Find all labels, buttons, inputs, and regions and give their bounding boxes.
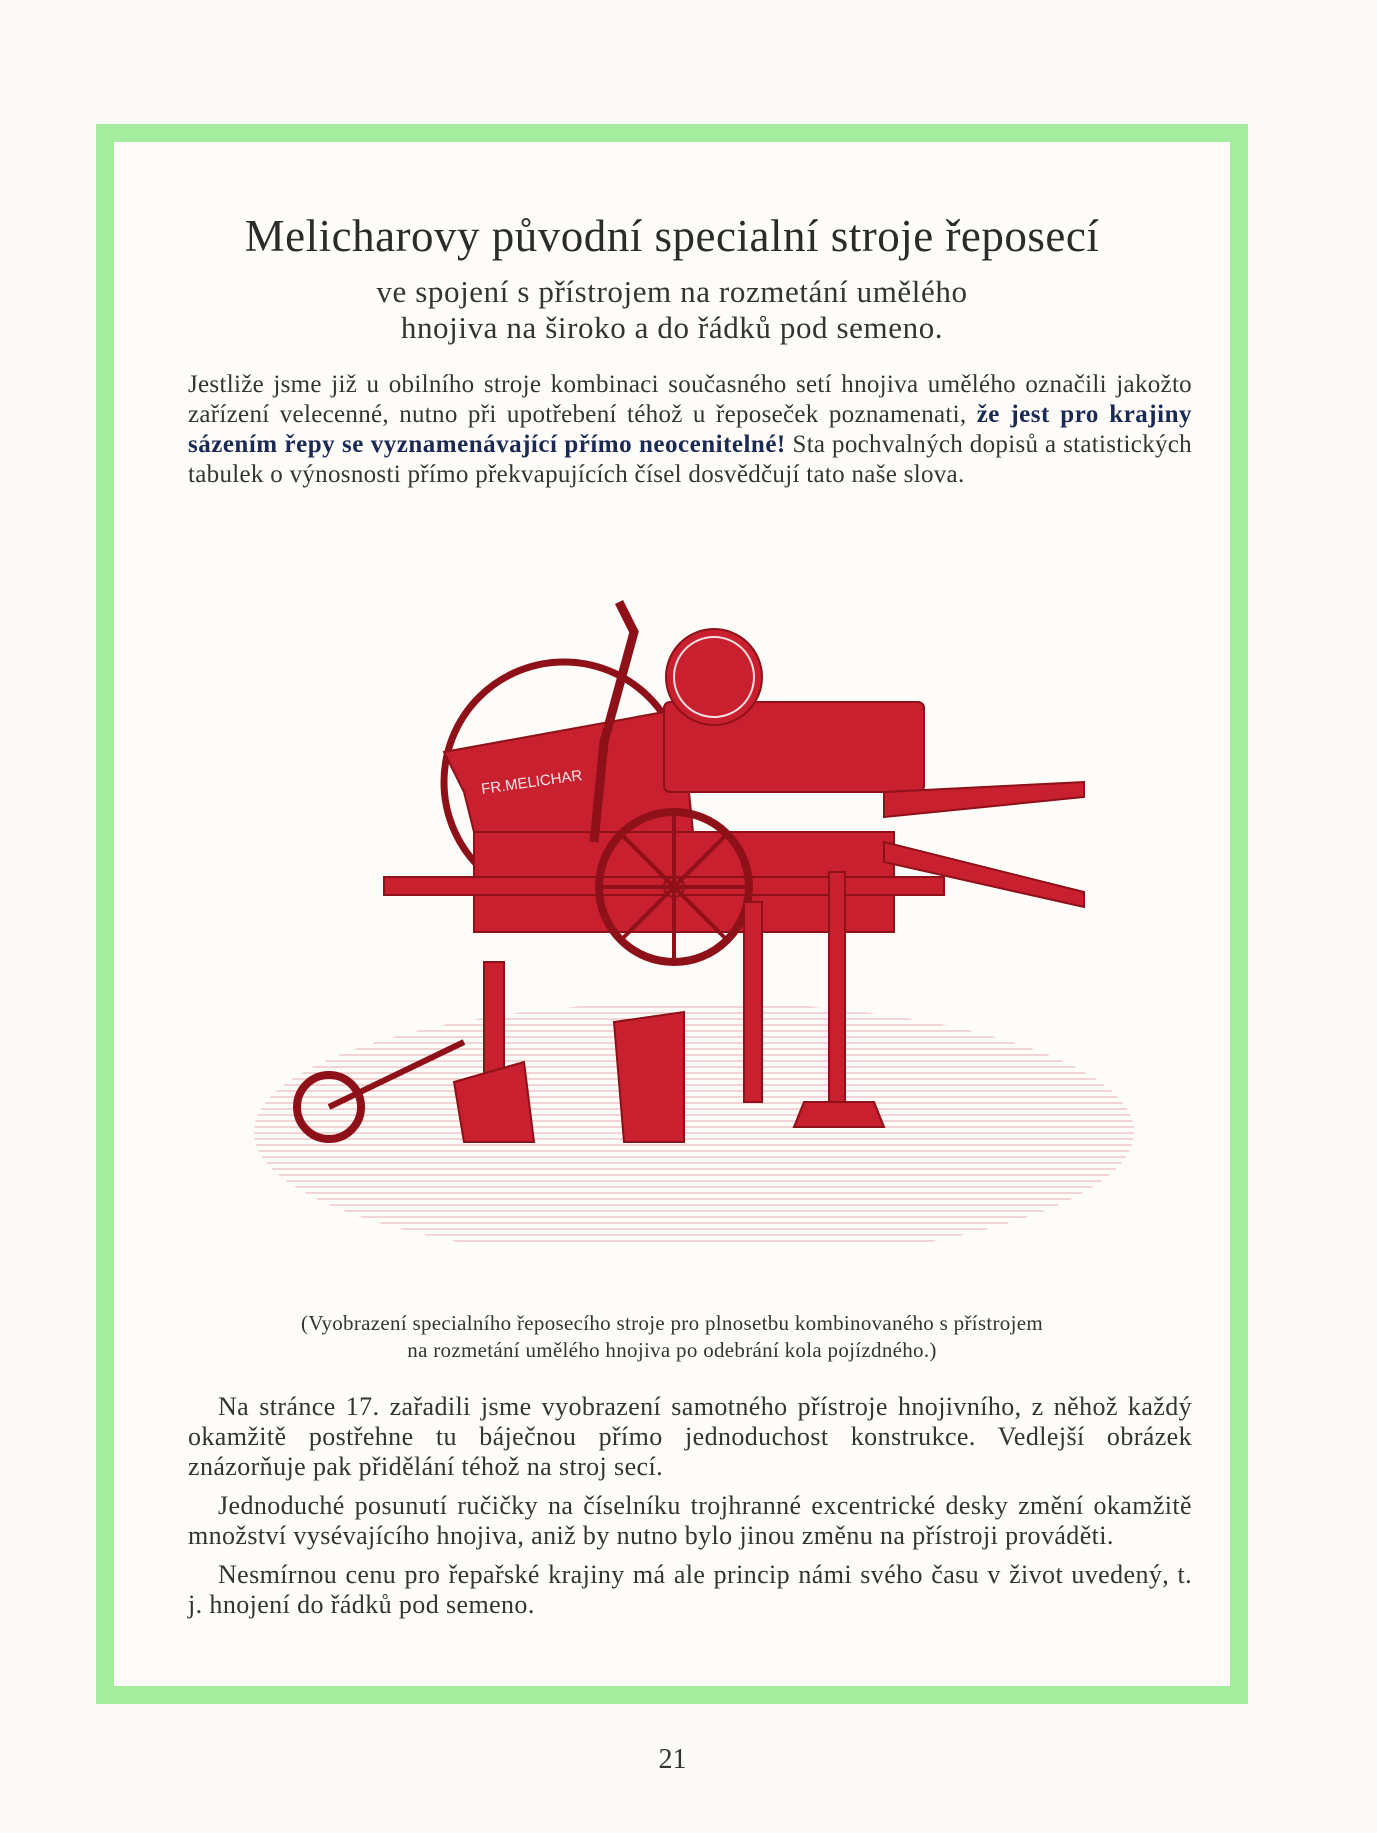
subtitle-line-2: hnojiva na široko a do řádků pod semeno. <box>400 310 944 345</box>
page-subtitle <box>114 274 1230 346</box>
machine-brand-label: FR.MELICHAR <box>480 766 584 798</box>
page-number: 21 <box>658 1744 687 1775</box>
paragraph-3: Nesmírnou cenu pro řepařské krajiny má ale princip námi svého času v život uvedený, t. j. hnojení do řádků pod semeno. <box>188 1560 1192 1619</box>
paragraph-1: Na stránce 17. zařadili jsme vyobrazení samotného přístroje hnojivního, z něhož každý okamžitě postřehne tu báječnou přímo jednoduchost konstrukce. Vedlejší obrázek znázorňuje pak přidělání téhož na stroj secí. <box>188 1392 1192 1481</box>
page-border-frame <box>96 124 1248 1704</box>
body-text <box>188 1392 1192 1629</box>
subtitle-line-1: ve spojení s přístrojem na rozmetání umělého <box>376 274 968 309</box>
ground-shading <box>254 1002 1134 1242</box>
intro-paragraph <box>188 370 1192 490</box>
seed-drill-illustration <box>224 542 1174 1242</box>
caption-line-1: (Vyobrazení specialního řeposecího stroje pro plnosetbu kombinovaného s přístrojem <box>301 1311 1043 1335</box>
paragraph-2: Jednoduché posunutí ručičky na číselníku trojhranné excentrické desky změní okamžitě množství vysévajícího hnojiva, aniž by nutno bylo jinou změnu na přístroji prováděti. <box>188 1491 1192 1550</box>
intro-emphasis: že jest pro krajiny sázením řepy se vyznamenávající přímo neocenitelné! <box>188 401 1192 458</box>
intro-text-start: Jestliže jsme již u obilního stroje kombinaci současného setí hnojiva umělého označili jakožto zařízení velecenné, nutno při upotřebení téhož u řeposeček poznamenati, <box>188 371 1192 428</box>
seed-drill-drawing <box>224 542 1174 1242</box>
figure-caption <box>174 1310 1170 1364</box>
intro-text-end: Sta pochvalných dopisů a statistických tabulek o výnosnosti přímo překvapujících čísel dosvědčují tato naše slova. <box>188 431 1192 488</box>
caption-line-2: na rozmetání umělého hnojiva po odebrání kola pojízdného.) <box>407 1338 937 1362</box>
page-title: Melicharovy původní specialní stroje řeposecí <box>244 211 1100 261</box>
